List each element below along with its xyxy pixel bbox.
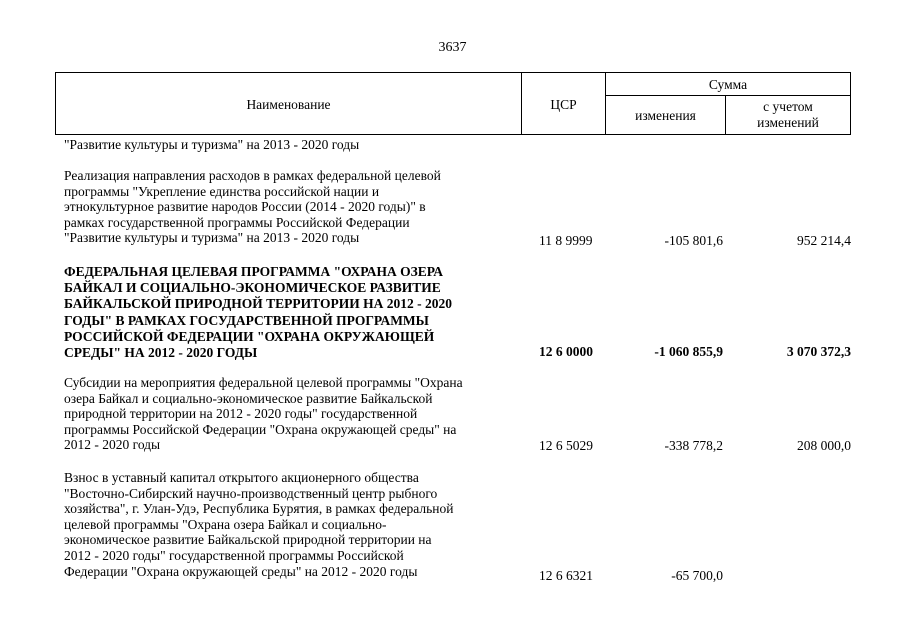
row-line: этнокультурное развитие народов России (2014 - 2020 годы)" в: [64, 199, 426, 215]
row-line: 2012 - 2020 годы: [64, 437, 161, 453]
table-row-name: [64, 264, 514, 361]
row-line: Взнос в уставный капитал открытого акционерного общества: [64, 470, 419, 485]
row-change: -105 801,6: [664, 233, 723, 248]
table-row-name: [64, 375, 514, 453]
header-with-change-line-2: изменений: [757, 115, 819, 130]
sum-divider: [605, 95, 851, 96]
row-line: ФЕДЕРАЛЬНАЯ ЦЕЛЕВАЯ ПРОГРАММА "ОХРАНА ОЗЕРА: [64, 264, 444, 279]
row-line: "Развитие культуры и туризма" на 2013 - 2020 годы: [64, 230, 360, 246]
header-with-change-line-1: с учетом: [763, 99, 813, 114]
table-row-name: [64, 137, 514, 153]
header-right-border: [850, 72, 851, 135]
page-number: 3637: [438, 40, 467, 55]
row-line: программы "Укрепление единства российской нации и: [64, 183, 380, 199]
row-change: -65 700,0: [671, 568, 723, 583]
row-csr: 12 6 0000: [539, 344, 593, 359]
row-total: 208 000,0: [797, 438, 851, 453]
row-change: -338 778,2: [664, 438, 723, 453]
row-line: целевой программы "Охрана озера Байкал и социально-: [64, 516, 387, 532]
header-csr: ЦСР: [550, 97, 577, 112]
row-line: БАЙКАЛ И СОЦИАЛЬНО-ЭКОНОМИЧЕСКОЕ РАЗВИТИЕ: [64, 280, 441, 296]
row-total: 952 214,4: [797, 233, 851, 248]
row-csr: 12 6 6321: [539, 568, 593, 583]
row-line: ГОДЫ" В РАМКАХ ГОСУДАРСТВЕННОЙ ПРОГРАММЫ: [64, 312, 429, 328]
header-name: Наименование: [246, 97, 331, 112]
row-csr: 11 8 9999: [539, 233, 593, 248]
row-line: РОССИЙСКОЙ ФЕДЕРАЦИИ "ОХРАНА ОКРУЖАЮЩЕЙ: [64, 328, 435, 344]
row-line: программы Российской Федерации "Охрана окружающей среды" на: [64, 421, 457, 437]
row-change: -1 060 855,9: [654, 344, 723, 359]
row-line: экономическое развитие Байкальской природной территории на: [64, 532, 432, 548]
header-change: изменения: [635, 108, 696, 123]
row-line: "Развитие культуры и туризма" на 2013 - 2020 годы: [64, 137, 360, 152]
row-line: СРЕДЫ" НА 2012 - 2020 ГОДЫ: [64, 345, 258, 361]
row-line: БАЙКАЛЬСКОЙ ПРИРОДНОЙ ТЕРРИТОРИИ НА 2012 - 2020: [64, 296, 452, 312]
row-line: 2012 - 2020 годы" государственной программы Российской: [64, 547, 404, 563]
row-line: хозяйства", г. Улан-Удэ, Республика Бурятия, в рамках федеральной: [64, 501, 454, 517]
row-line: Федерации "Охрана окружающей среды" на 2012 - 2020 годы: [64, 563, 418, 579]
header-sum: Сумма: [708, 77, 748, 92]
row-line: "Восточно-Сибирский научно-производственный центр рыбного: [64, 485, 438, 501]
header-top-border: [55, 72, 851, 73]
row-line: природной территории на 2012 - 2020 годы" государственной: [64, 406, 418, 422]
row-line: рамках государственной программы Российской Федерации: [64, 214, 410, 230]
header-bottom-border: [55, 134, 851, 135]
row-csr: 12 6 5029: [539, 438, 593, 453]
row-line: Реализация направления расходов в рамках федеральной целевой: [64, 168, 441, 183]
table-row-name: [64, 470, 514, 579]
row-line: озера Байкал и социально-экономическое развитие Байкальской: [64, 390, 433, 406]
row-total: 3 070 372,3: [786, 344, 851, 359]
table-row-name: [64, 168, 514, 246]
row-line: Субсидии на мероприятия федеральной целевой программы "Охрана: [64, 375, 463, 390]
